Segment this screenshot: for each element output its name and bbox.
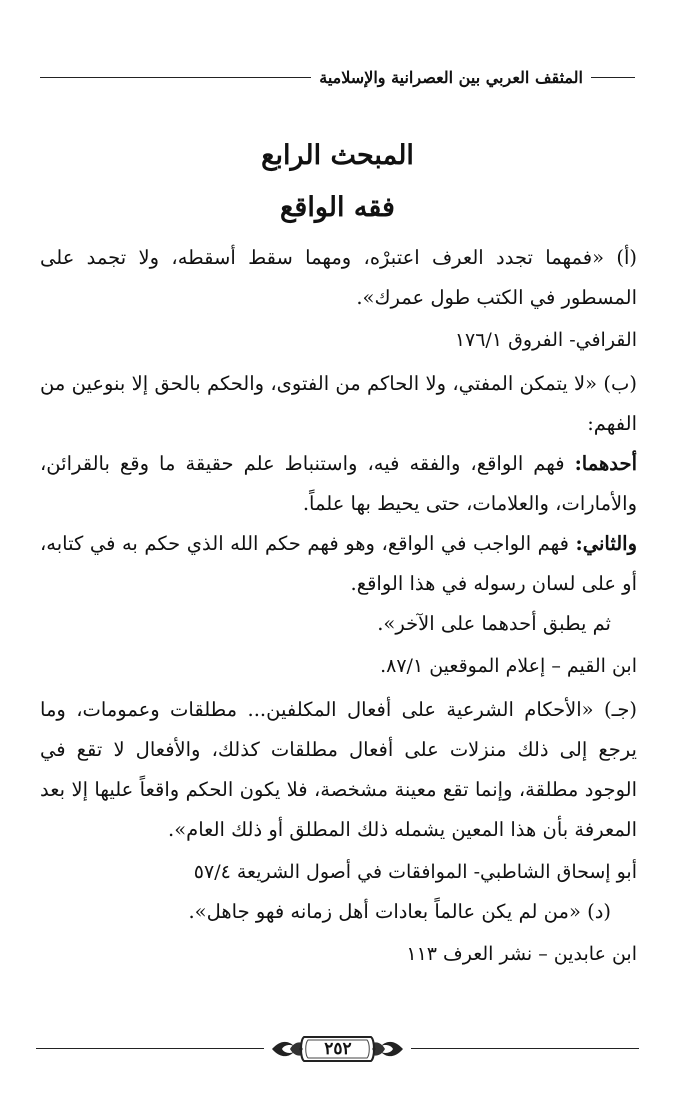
footer-rule-right: [411, 1048, 639, 1049]
footer-rule-left: [36, 1048, 264, 1049]
quote-b-first-text: فهم الواقع، والفقه فيه، واستنباط علم حقيقة ما وقع بالقرائن، والأمارات، والعلامات، حتى يحيط بها علماً.: [40, 452, 637, 515]
running-title: المثقف العربي بين العصرانية والإسلامية: [319, 67, 583, 87]
quote-a-source: القرافي- الفروق ١٧٦/١: [454, 329, 637, 351]
section-heading: المبحث الرابع: [261, 140, 414, 171]
quote-b-intro: (ب) «لا يتمكن المفتي، ولا الحاكم من الفتوى، والحكم بالحق إلا بنوعين من الفهم:: [40, 372, 637, 435]
running-header: [40, 62, 635, 92]
header-rule-long: [40, 77, 311, 78]
header-rule-short: [591, 77, 635, 78]
quote-c: (جـ) «الأحكام الشرعية على أفعال المكلفين... مطلقات وعمومات، وما يرجع إلى ذلك منزلات على أفعال مطلقات كذلك، والأفعال لا تقع في الوجود مطلقة، وإنما تقع معينة مشخصة، فلا يكون الحكم واقعاً عليها إلا بعد المعرفة بأن هذا المعين يشمله ذلك المطلق أو ذلك العام».: [40, 698, 637, 841]
quote-d: (د) «من لم يكن عالماً بعادات أهل زمانه فهو جاهل».: [188, 900, 611, 923]
quote-c-source: أبو إسحاق الشاطبي- الموافقات في أصول الشريعة ٥٧/٤: [193, 861, 637, 883]
quote-b-second: [40, 524, 637, 604]
quote-b-second-text: فهم الواجب في الواقع، وهو فهم حكم الله الذي حكم به في كتابه، أو على لسان رسوله في هذا الواقع.: [40, 532, 637, 595]
page-footer: [36, 1026, 639, 1074]
page-body: [40, 238, 637, 974]
quote-a: (أ) «فمهما تجدد العرف اعتبرْه، ومهما سقط أسقطه، ولا تجمد على المسطور في الكتب طول عمرك».: [40, 246, 637, 309]
quote-b-second-label: والثاني:: [575, 532, 637, 555]
quote-b-first-label: أحدهما:: [574, 452, 637, 475]
quote-b-first: [40, 444, 637, 524]
quote-d-source: ابن عابدين – نشر العرف ١١٣: [406, 943, 637, 965]
chapter-title: فقه الواقع: [280, 192, 395, 223]
page-number: ٢٥٢: [324, 1039, 352, 1059]
quote-b-closing: ثم يطبق أحدهما على الآخر».: [377, 612, 611, 635]
quote-b-source: ابن القيم – إعلام الموقعين ٨٧/١.: [380, 655, 637, 677]
